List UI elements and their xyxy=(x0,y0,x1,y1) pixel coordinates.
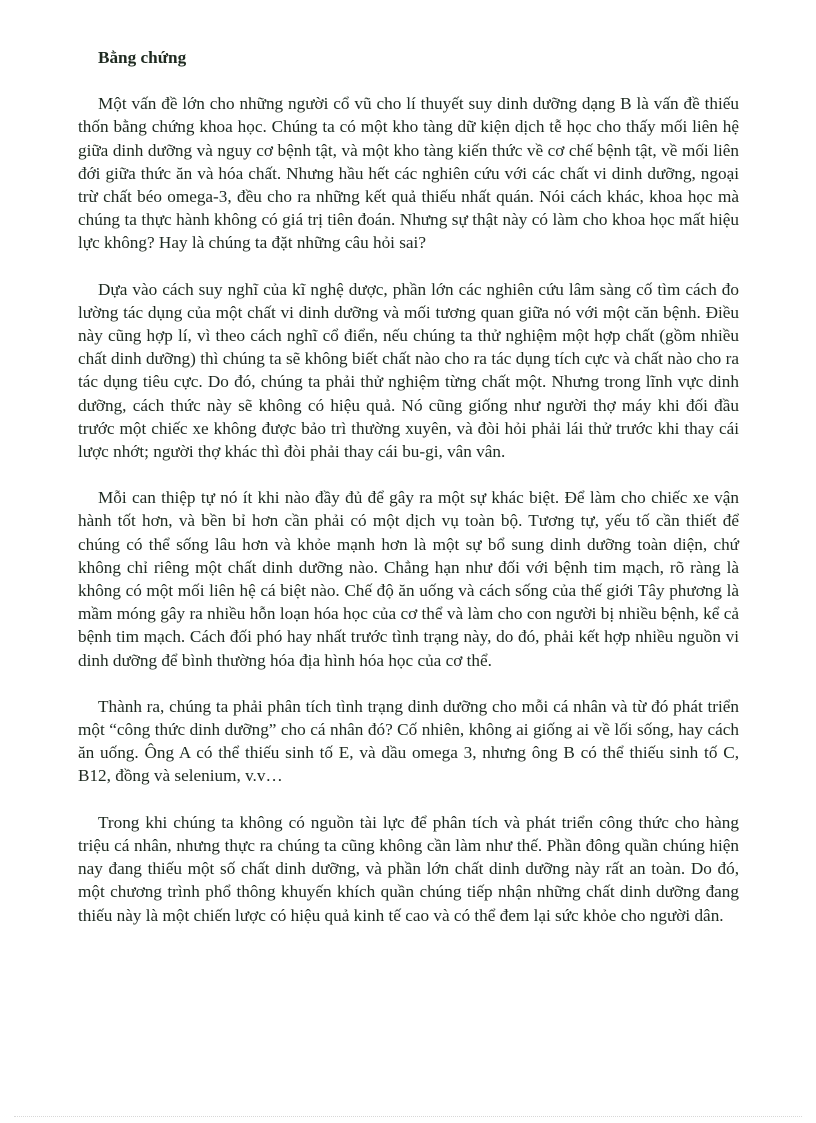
paragraph-4: Thành ra, chúng ta phải phân tích tình trạng dinh dưỡng cho mỗi cá nhân và từ đó phát triển một “công thức dinh dưỡng” cho cá nhân đó? Cố nhiên, không ai giống ai về lối sống, hay cách ăn uống. Ông A có thể thiếu sinh tố E, và dầu omega 3, nhưng ông B có thể thiếu sinh tố C, B12, đồng và selenium, v.v… xyxy=(78,696,739,786)
paragraph-3: Mỗi can thiệp tự nó ít khi nào đầy đủ để gây ra một sự khác biệt. Để làm cho chiếc xe vận hành tốt hơn, và bền bỉ hơn cần phải có một dịch vụ toàn bộ. Tương tự, yếu tố cần thiết để chúng có thể sống lâu hơn và khỏe mạnh hơn là một sự bổ sung dinh dưỡng toàn diện, chứ không chỉ riêng một chất dinh dưỡng nào. Chẳng hạn như đối với bệnh tim mạch, rõ ràng là không có một mối liên hệ cá biệt nào. Chế độ ăn uống và cách sống của thế giới Tây phương là mầm móng gây ra nhiều hỗn loạn hóa học của cơ thể và làm cho con người bị nhiều bệnh, kể cả bệnh tim mạch. Cách đối phó hay nhất trước tình trạng này, do đó, phải kết hợp nhiều nguồn vi dinh dưỡng để bình thường hóa địa hình hóa học của cơ thể. xyxy=(78,488,739,670)
paragraph-5: Trong khi chúng ta không có nguồn tài lực để phân tích và phát triển công thức cho hàng triệu cá nhân, nhưng thực ra chúng ta cũng không cần làm như thế. Phần đông quần chúng hiện nay đang thiếu một số chất dinh dưỡng, và phần lớn chất dinh dưỡng này rất an toàn. Do đó, một chương trình phổ thông khuyến khích quần chúng tiếp nhận những chất dinh dưỡng đang thiếu này là một chiến lược có hiệu quả kinh tế cao và có thể đem lại sức khỏe cho người dân. xyxy=(78,812,739,925)
paragraph-1: Một vấn đề lớn cho những người cổ vũ cho lí thuyết suy dinh dưỡng dạng B là vấn đề thiếu thốn bằng chứng khoa học. Chúng ta có một kho tàng dữ kiện dịch tễ học cho thấy mối liên hệ giữa dinh dưỡng và nguy cơ bệnh tật, và một kho tàng kiến thức về cơ chế bệnh tật, về mối liên đới giữa thức ăn và hóa chất. Nhưng hầu hết các nghiên cứu với các chất vi dinh dưỡng, ngoại trừ chất béo omega-3, đều cho ra những kết quả thiếu nhất quán. Nói cách khác, khoa học mà chúng ta thực hành không có giá trị tiên đoán. Nhưng sự thật này có làm cho khoa học mất hiệu lực không? Hay là chúng ta đặt những câu hỏi sai? xyxy=(78,94,739,253)
page-bottom-divider xyxy=(14,1116,802,1117)
document-body xyxy=(78,46,739,950)
section-heading: Bằng chứng xyxy=(98,48,187,67)
paragraph-2: Dựa vào cách suy nghĩ của kĩ nghệ dược, phần lớn các nghiên cứu lâm sàng cố tìm cách đo lường tác dụng của một chất vi dinh dưỡng và mối tương quan giữa nó với một căn bệnh. Điều này cũng hợp lí, vì theo cách nghĩ cổ điển, nếu chúng ta thử nghiệm một hợp chất (gồm nhiều chất dinh dưỡng) thì chúng ta sẽ không biết chất nào cho ra tác dụng tích cực và chất nào cho ra tác dụng tiêu cực. Do đó, chúng ta phải thử nghiệm từng chất một. Nhưng trong lĩnh vực dinh dưỡng, cách thức này sẽ không có hiệu quả. Nó cũng giống như người thợ máy khi đối đầu trước một chiếc xe không được bảo trì thường xuyên, và đòi hỏi phải lái thử trước khi thay cái lược nhớt; người thợ khác thì đòi phải thay cái bu-gi, vân vân. xyxy=(78,279,739,462)
